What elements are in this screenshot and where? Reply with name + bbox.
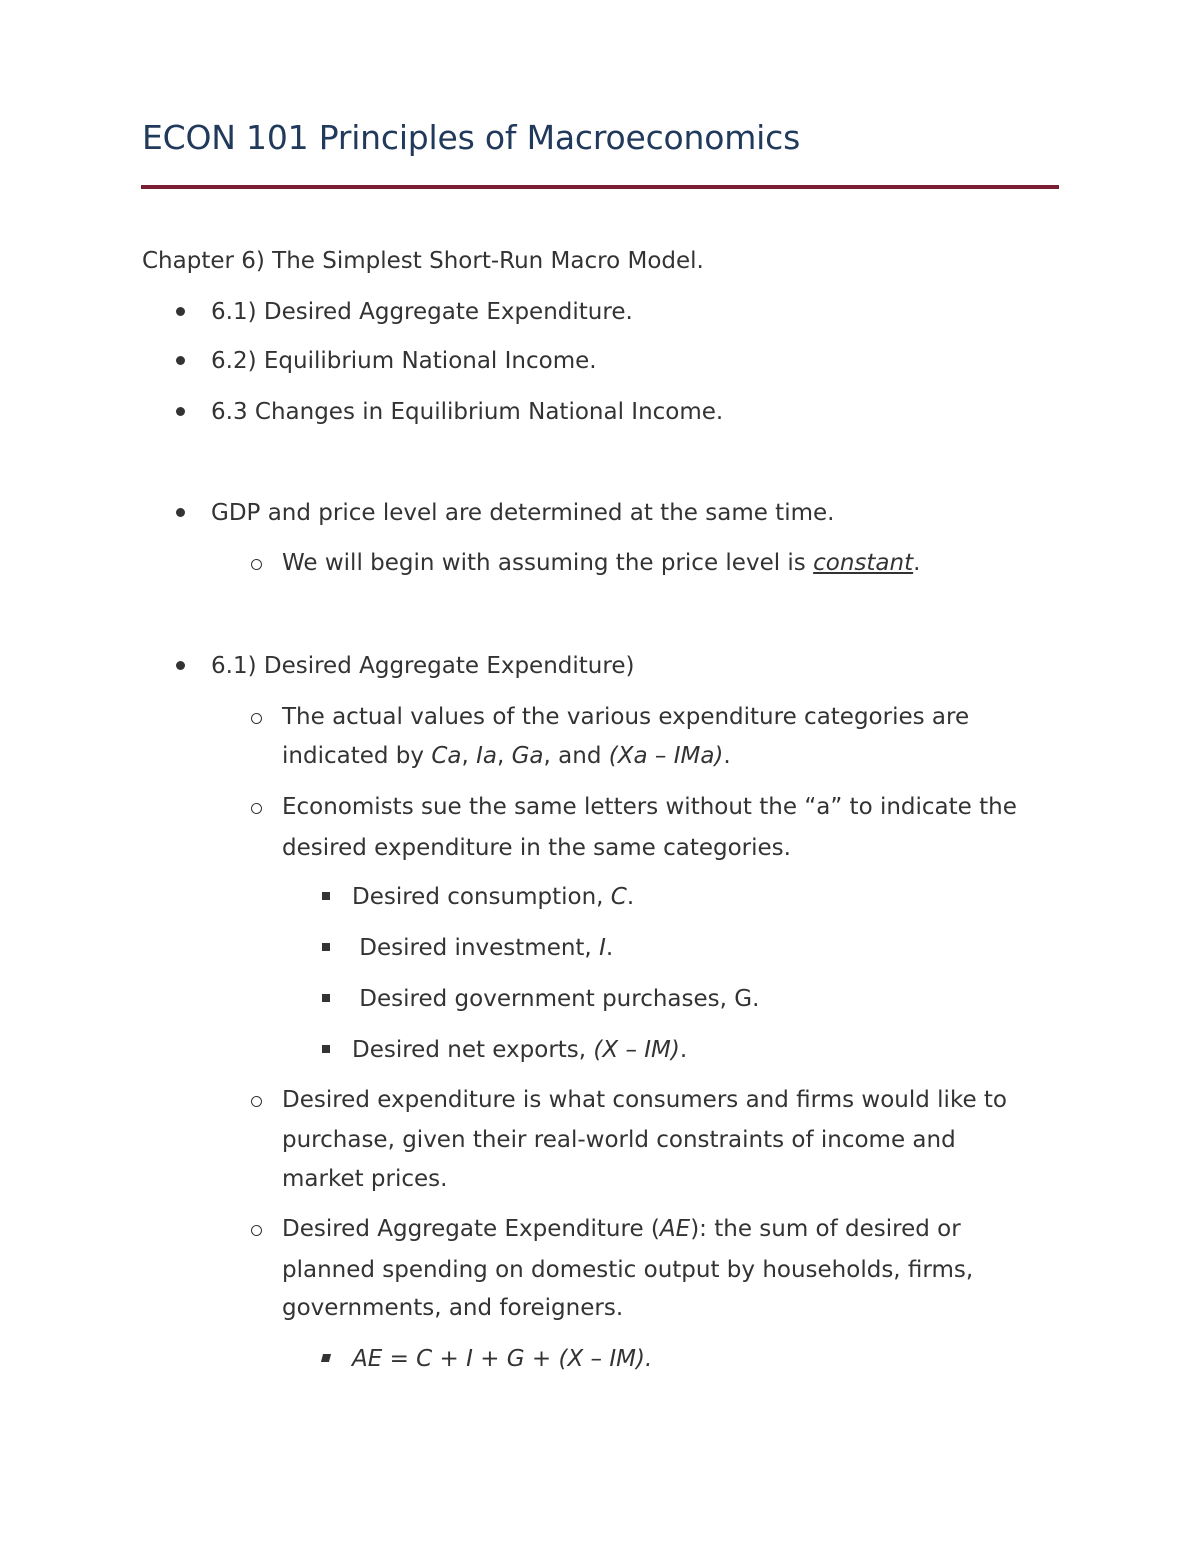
ae-definition-line-1: Desired Aggregate Expenditure (AE): the sum of desired or [282,1216,961,1242]
bullet-circle-icon [251,1225,262,1236]
desired-expenditure-line-2: purchase, given their real-world constraints of income and [282,1127,956,1153]
desired-item: Desired net exports, (X – IM). [352,1037,688,1063]
section-heading: 6.1) Desired Aggregate Expenditure) [211,653,635,679]
ae-definition-line-3: governments, and foreigners. [282,1295,624,1321]
same-letters-line-1: Economists sue the same letters without the “a” to indicate the [282,794,1017,820]
desired-expenditure-line-3: market prices. [282,1166,448,1192]
assumption-line: We will begin with assuming the price level is constant. [282,550,921,576]
bullet-square-icon [322,943,330,951]
desired-item: Desired government purchases, G. [352,986,760,1012]
outline-item-6-2: 6.2) Equilibrium National Income. [211,348,597,374]
constant-emphasis: constant [813,550,914,576]
document-title: ECON 101 Principles of Macroeconomics [142,118,801,157]
bullet-dot-icon [176,356,185,365]
bullet-square-icon [322,892,330,900]
actual-values-line-1: The actual values of the various expenditure categories are [282,704,970,730]
bullet-circle-icon [251,713,262,724]
chapter-heading: Chapter 6) The Simplest Short-Run Macro Model. [142,248,704,274]
outline-item-6-3: 6.3 Changes in Equilibrium National Income. [211,399,724,425]
gdp-point: GDP and price level are determined at the same time. [211,500,835,526]
bullet-square-icon [322,1045,330,1053]
ae-formula: AE = C + I + G + (X – IM). [352,1346,653,1372]
same-letters-line-2: desired expenditure in the same categories. [282,835,791,861]
bullet-dot-icon [176,661,185,670]
bullet-dot-icon [176,508,185,517]
title-divider [141,185,1059,189]
desired-item: Desired consumption, C. [352,884,635,910]
ae-definition-line-2: planned spending on domestic output by households, firms, [282,1257,974,1283]
desired-item: Desired investment, I. [352,935,614,961]
bullet-dot-icon [176,307,185,316]
desired-expenditure-line-1: Desired expenditure is what consumers and firms would like to [282,1087,1007,1113]
bullet-dot-icon [176,407,185,416]
outline-item-6-1: 6.1) Desired Aggregate Expenditure. [211,299,633,325]
bullet-circle-icon [251,1096,262,1107]
bullet-circle-icon [251,559,262,570]
bullet-square-icon [321,1354,331,1362]
bullet-square-icon [322,994,330,1002]
actual-values-line-2: indicated by Ca, Ia, Ga, and (Xa – IMa). [282,743,731,769]
bullet-circle-icon [251,803,262,814]
